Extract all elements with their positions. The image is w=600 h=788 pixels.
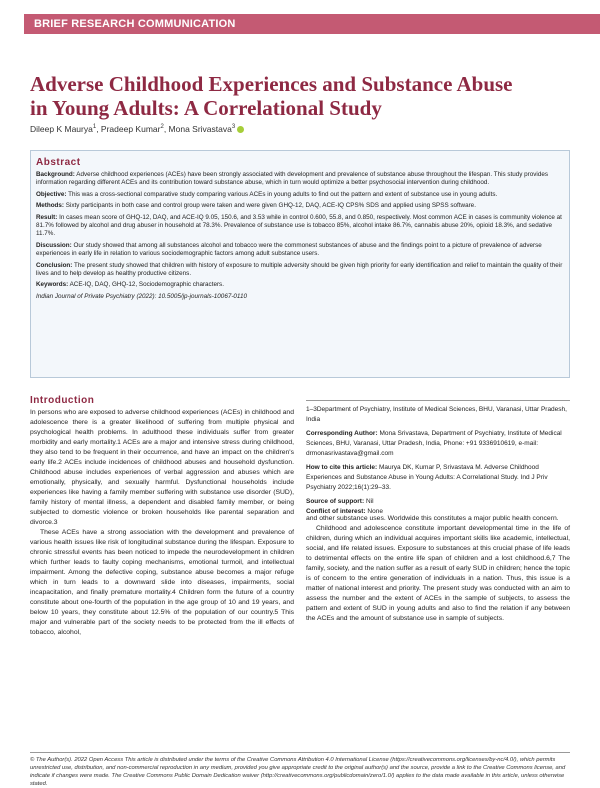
intro-paragraph: and other substance uses. Worldwide this constitutes a major public health concern. bbox=[306, 515, 559, 522]
author-name[interactable]: Mona Srivastava bbox=[168, 124, 232, 134]
author-list: Dileep K Maurya$^1$, Pradeep Kumar$^2$, Mona Srivastava$^3$ bbox=[30, 124, 244, 134]
affiliation-dept: 1–3Department of Psychiatry, Institute of Medical Sciences, BHU, Varanasi, Uttar Pradesh, India bbox=[306, 406, 567, 423]
article-title: Adverse Childhood Experiences and Substance Abuse in Young Adults: A Correlational Study bbox=[30, 72, 513, 120]
author-name[interactable]: Pradeep Kumar bbox=[100, 124, 161, 134]
author-name[interactable]: Dileep K Maurya bbox=[30, 124, 93, 134]
intro-paragraph: Childhood and adolescence constitute important developmental time in the life of children, during which an individual acquires important skills like academic, intellectual, social, and life related issues. Exposure to substances at this crucial phase of life leads to detrimental effects on the entire life span of children and a lost childhood.6,7 The family, society, and the nation suffer as a result of early SUD in children; hence the topic is of concern to the entire generation of individuals in a nation. Thus, this issue is a matter of national interest and priority. The present study was conducted with an aim to assess the number and the extent of ACEs in the sample of subjects, to assess the pattern and extent of SUD in young adults and also to find the relation if any between the ACEs and the amount of substance use in sample of subjects. bbox=[306, 525, 570, 622]
article-type-banner: BRIEF RESEARCH COMMUNICATION bbox=[24, 14, 600, 34]
affiliation-block: 1–3Department of Psychiatry, Institute of Medical Sciences, BHU, Varanasi, Uttar Pradesh, India Corresponding Author: Mona Srivastava, Department of Psychiatry, Institute of Medical Sciences, BHU, Varanasi, Uttar Pradesh, India, Phone: +91 9336910619, e-mail: drmonasrivastava@gmail.com How to cite this article: Maurya DK, Kumar P, Srivastava M. Adverse Childhood Experiences and Substance Abuse in Young Adults: A Correlational Study. Ind J Priv Psychiatry 2022;16(1):29–33. Source of support: Nil Conflict of interest: None bbox=[306, 405, 570, 517]
journal-citation[interactable]: Indian Journal of Private Psychiatry (2022): 10.5005/jp-journals-10067-0110 bbox=[36, 292, 247, 300]
left-column bbox=[30, 408, 294, 638]
orcid-icon[interactable] bbox=[237, 126, 244, 133]
introduction-heading: Introduction bbox=[30, 395, 95, 406]
corresponding-author[interactable]: Mona Srivastava, Department of Psychiatry, Institute of Medical Sciences, BHU, Varanasi, Uttar Pradesh, India, Phone: +91 9336910619, e-mail: drmonasrivastava@gmail.com bbox=[306, 430, 562, 457]
intro-paragraph: In persons who are exposed to adverse childhood experiences (ACEs) in childhood and adolescence there is a greater likelihood of suffering from multiple physical and psychological health problems. In adulthood these individuals suffer from greater morbidity and early mortality.1 ACEs are a major and intensive stress during childhood, they also tend to be frequent in their occurrence, and have an impact on the children's early life.2 ACEs include incidences of childhood abuses and household dysfunction. Childhood abuse includes experiences of verbal aggression and abuses which are emotionally, physically, and sexually harmful. Dysfunctional households include experiences like having a family member suffering with substance use disorder (SUD), family history of mental illness, a dependent and disabled family member, or being subjected to domestic violence or broken households like parental separation and divorce.3 bbox=[30, 409, 294, 526]
divider bbox=[30, 752, 570, 753]
divider bbox=[306, 400, 570, 401]
citation-text: Maurya DK, Kumar P, Srivastava M. Adverse Childhood Experiences and Substance Abuse in Young Adults: A Correlational Study. Ind J Priv Psychiatry 2022;16(1):29–33. bbox=[306, 464, 548, 491]
intro-paragraph: These ACEs have a strong association with the development and prevalence of various health issues like risk of longitudinal substance during the lifespan. Exposure to chronic stressful events has been noticed to impede the neurodevelopment in children which further leads to faulty coping mechanisms, emotional turmoil, and intellectual impairment. Among the defective coping, substance abuse becomes a major refuge which in turn leads to a downward slide into diseases, impairments, social incapacitation, and finally premature mortality.4 Children form the future of a country constitute about one-fourth of the population in the age group of 10 and 19 years, and below 10 years, they constitute about 12.5% of the population of our country.5 This major and vulnerable part of the society needs to be protected from the ill effects of tobacco, alcohol, bbox=[30, 529, 294, 636]
abstract-heading: Abstract bbox=[36, 157, 81, 168]
license-footer: © The Author(s). 2022 Open Access This article is distributed under the terms of the Creative Commons Attribution 4.0 International License (https://creativecommons.org/licenses/by-nc/4.0/), which permits unrestricted use, distribution, and non-commercial reproduction in any medium, provided you give appropriate credit to the original author(s) and the source, provide a link to the Creative Commons license, and indicate if changes were made. The Creative Commons Public Domain Dedication waiver (http://creativecommons.org/publicdomain/zero/1.0/) applies to the data made available in this article, unless otherwise stated. bbox=[30, 757, 566, 787]
right-column bbox=[306, 514, 570, 624]
abstract-body: Background: Adverse childhood experiences (ACEs) have been strongly associated with development and prevalence of substance abuse throughout the lifespan. This study provides information regarding different ACEs and its contribution toward substance abuse, which in turn would optimize a better psychosocial intervention during childhood. Objective: This was a cross-sectional comparative study comparing various ACEs in young adults to find out the pattern and extent of substance use in young adults. Methods: Sixty participants in both case and control group were taken and were given GHQ-12, DAQ, ACE-IQ CPS% SDS and applied using SPSS software. Result: In cases mean score of GHQ-12, DAQ, and ACE-IQ 9.05, 150.6, and 3.53 while in control 0.600, 55.8, and 0.850, respectively. Most common ACE in cases is community violence at 81.7% followed by alcohol and drug abuser in household at 78.3%. Prevalence of substance use is tobacco 85%, alcohol intake 86.7%, cannabis abuse 20%, opioid 18.3%, and sedative 11.7%. Discussion: Our study showed that among all substances alcohol and tobacco were the commonest substances of abuse and the findings point to a picture of prevalence of adverse experiences in early life in relation to various sociodemographic factors among adult substance users. Conclusion: The present study showed that children with history of exposure to multiple adversity should be given high priority for early identification and relief to maintain the quality of their lives and to help develop as healthy productive citizens. Keywords: ACE-IQ, DAQ, GHQ-12, Sociodemographic characters. Indian Journal of Private Psychiatry (2022): 10.5005/jp-journals-10067-0110 bbox=[36, 171, 563, 300]
